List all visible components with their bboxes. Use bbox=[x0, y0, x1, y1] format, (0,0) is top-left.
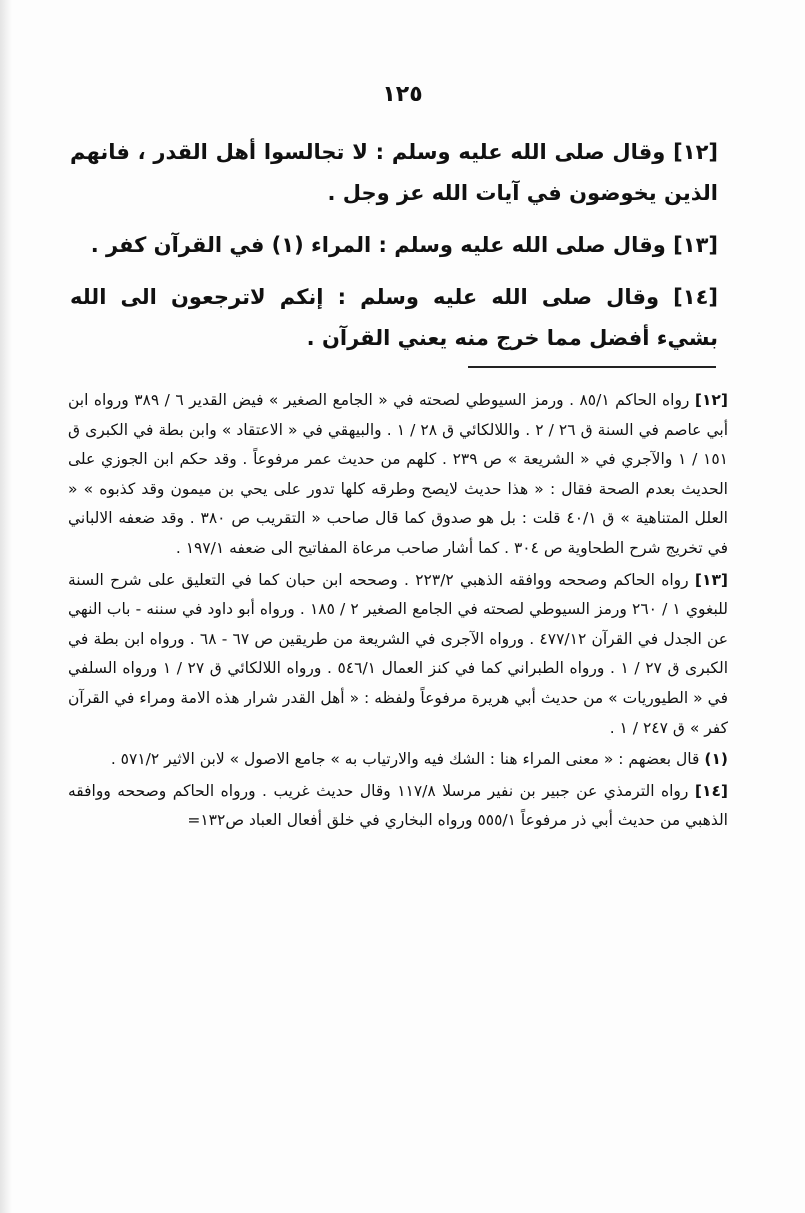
main-hadith-text bbox=[70, 132, 718, 370]
hadith-paragraph-13 bbox=[70, 225, 718, 266]
hadith-text: وقال صلى الله عليه وسلم : إنكم لاترجعون الى الله بشيء أفضل مما خرج منه يعني القرآن . bbox=[70, 285, 718, 350]
hadith-text: وقال صلى الله عليه وسلم : لا تجالسوا أهل القدر ، فانهم الذين يخوضون في آيات الله عز وجل . bbox=[70, 140, 718, 205]
footnote-text: قال بعضهم : « معنى المراء هنا : الشك فيه والارتياب به » جامع الاصول » لابن الاثير ٥٧١/٢ . bbox=[110, 750, 700, 769]
footnote-text: رواه الحاكم وصححه ووافقه الذهبي ٢٢٣/٢ . وصححه ابن حبان كما في التعليق على شرح السنة للبغوي ١ / ٢٦٠ ورمز السيوطي لصحته في الجامع الصغير ٢ / ١٨٥ . ورواه أبو داود في سننه - باب النهي عن الجدل في القرآن ٤٧٧/١٢ . ورواه الآجرى في الشريعة من طريقين ص ٦٧ - ٦٨ . ورواه ابن بطة في الكبرى ق ٢٧ / ١ . ورواه الطبراني كما في كنز العمال ٥٤٦/١ . ورواه اللالكائي ق ٢٧ / ١ ورواه السلفي في « الطيوريات » من حديث أبي هريرة مرفوعاً ولفظه : « أهل القدر شرار هذه الامة ومراء في القرآن كفر » ق ٢٤٧ / ١ . bbox=[68, 570, 729, 737]
page-number: ١٢٥ bbox=[382, 82, 423, 107]
footnotes-section bbox=[68, 386, 728, 838]
footnote-text: رواه الحاكم ٨٥/١ . ورمز السيوطي لصحته في « الجامع الصغير » فيض القدير ٦ / ٣٨٩ ورواه ابن أبي عاصم في السنة ق ٢٦ / ٢ . واللالكائي ق ٢٨ / ١ . والبيهقي في « الاعتقاد » وابن بطة في الكبرى ق ١٥١ / ١ والآجري في « الشريعة » ص ٢٣٩ . كلهم من حديث عمر مرفوعاً . وقد حكم ابن الجوزي على الحديث بعدم الصحة فقال : « هذا حديث لايصح وطرقه كلها تدور على يحي بن ميمون وقد كذبوه » « العلل المتناهية » ق ٤٠/١ قلت : بل هو صدوق كما قال صاحب « التقريب ص ٣٨٠ . وقد ضعفه الالباني في تخريج شرح الطحاوية ص ٣٠٤ . كما أشار صاحب مرعاة المفاتيح الى ضعفه ١٩٧/١ . bbox=[68, 391, 729, 557]
hadith-number: [١٤] bbox=[673, 285, 718, 309]
hadith-paragraph-14 bbox=[70, 277, 718, 359]
hadith-number: [١٣] bbox=[673, 233, 718, 257]
hadith-number: [١٢] bbox=[673, 140, 718, 164]
footnote-number: (١) bbox=[704, 750, 728, 769]
footnote-1 bbox=[68, 745, 728, 775]
footnote-14 bbox=[68, 777, 728, 836]
footnote-text: رواه الترمذي عن جبير بن نفير مرسلا ١١٧/٨ وقال حديث غريب . ورواه الحاكم وصححه ووافقه الذهبي من حديث أبي ذر مرفوعاً ٥٥٥/١ ورواه البخاري في خلق أفعال العباد ص١٣٢= bbox=[68, 781, 728, 830]
footnote-number: [١٤] bbox=[694, 781, 728, 800]
footnote-number: [١٢] bbox=[694, 391, 728, 409]
footnote-12 bbox=[68, 386, 728, 564]
footnote-number: [١٣] bbox=[694, 570, 728, 589]
footnote-separator bbox=[468, 366, 716, 368]
footnote-13 bbox=[68, 566, 728, 744]
hadith-paragraph-12 bbox=[70, 132, 718, 214]
scan-shadow-edge bbox=[0, 0, 12, 1213]
hadith-text: وقال صلى الله عليه وسلم : المراء (١) في القرآن كفر . bbox=[90, 233, 666, 257]
